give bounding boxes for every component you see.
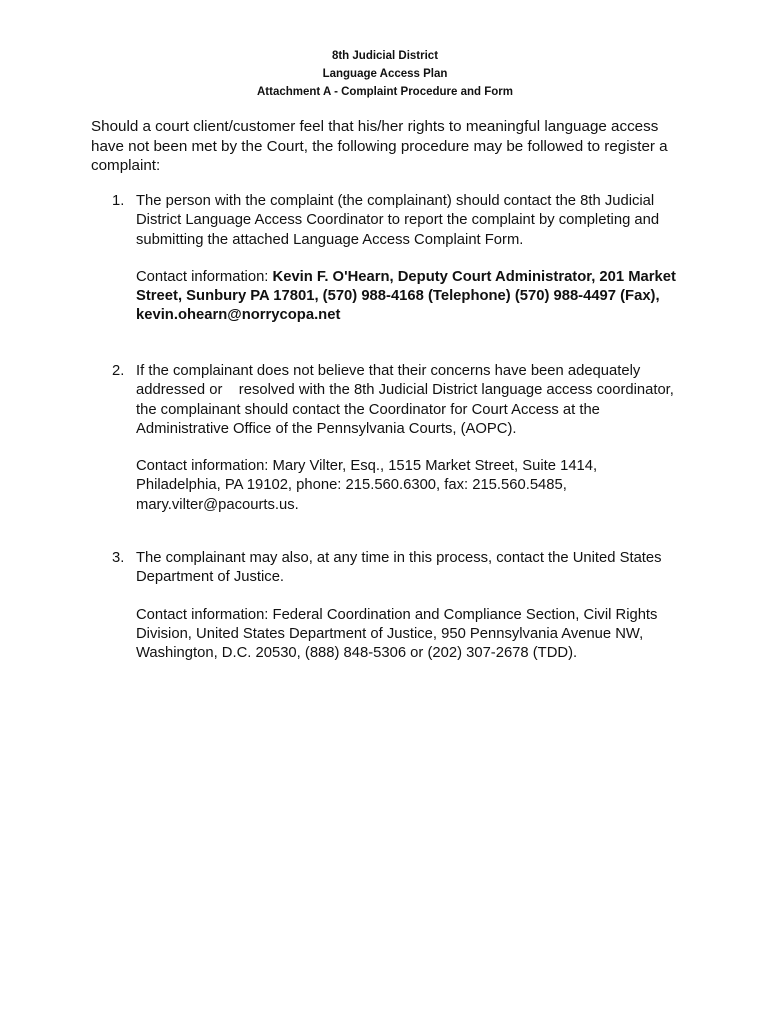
step-contact xyxy=(136,606,681,664)
procedure-step-3 xyxy=(112,549,692,663)
step-text: If the complainant does not believe that their concerns have been adequately addressed or resolved with the 8th Judicial District language access coordinator, the complainant should contact the Coordinator for Court Access at the Administrative Office of the Pennsylvania Courts, (AOPC). xyxy=(136,363,679,437)
contact-label: Contact information: xyxy=(136,606,273,623)
procedure-step-1 xyxy=(112,192,692,326)
contact-label: Contact information: xyxy=(136,268,273,285)
step-number: 3. xyxy=(112,550,125,566)
step-text: The person with the complaint (the complainant) should contact the 8th Judicial District Language Access Coordinator to report the complaint by completing and submitting the attached Language Access Complaint Form. xyxy=(136,193,660,248)
intro-paragraph: Should a court client/customer feel that his/her rights to meaningful language access have not been met by the Court, the following procedure may be followed to register a complaint: xyxy=(91,118,668,175)
step-text: The complainant may also, at any time in this process, contact the United States Department of Justice. xyxy=(136,550,662,586)
contact-detail: Mary Vilter, Esq., 1515 Market Street, Suite 1414, Philadelphia, PA 19102, phone: 215.560.6300, fax: 215.560.5485, mary.vilter@pacourts.us. xyxy=(136,458,598,513)
step-contact xyxy=(136,268,681,326)
step-number: 1. xyxy=(112,193,125,209)
step-number: 2. xyxy=(112,363,125,379)
contact-label: Contact information: xyxy=(136,458,273,475)
header-attachment-title: Attachment A - Complaint Procedure and Form xyxy=(256,86,513,98)
contact-detail: Kevin F. O'Hearn, Deputy Court Administrator, 201 Market Street, Sunbury PA 17801, (570) 988-4168 (Telephone) (570) 988-4497 (Fax), kevin.ohearn@norrycopa.net xyxy=(136,268,676,324)
procedure-step-2 xyxy=(112,362,692,515)
contact-detail: Federal Coordination and Compliance Section, Civil Rights Division, United States Department of Justice, 950 Pennsylvania Avenue NW, Washington, D.C. 20530, (888) 848-5306 or (202) 307-2678 (TDD). xyxy=(136,606,658,662)
step-contact xyxy=(136,457,681,515)
header-district: 8th Judicial District xyxy=(331,50,439,62)
document-header xyxy=(0,47,770,101)
header-plan-title: Language Access Plan xyxy=(322,68,448,80)
